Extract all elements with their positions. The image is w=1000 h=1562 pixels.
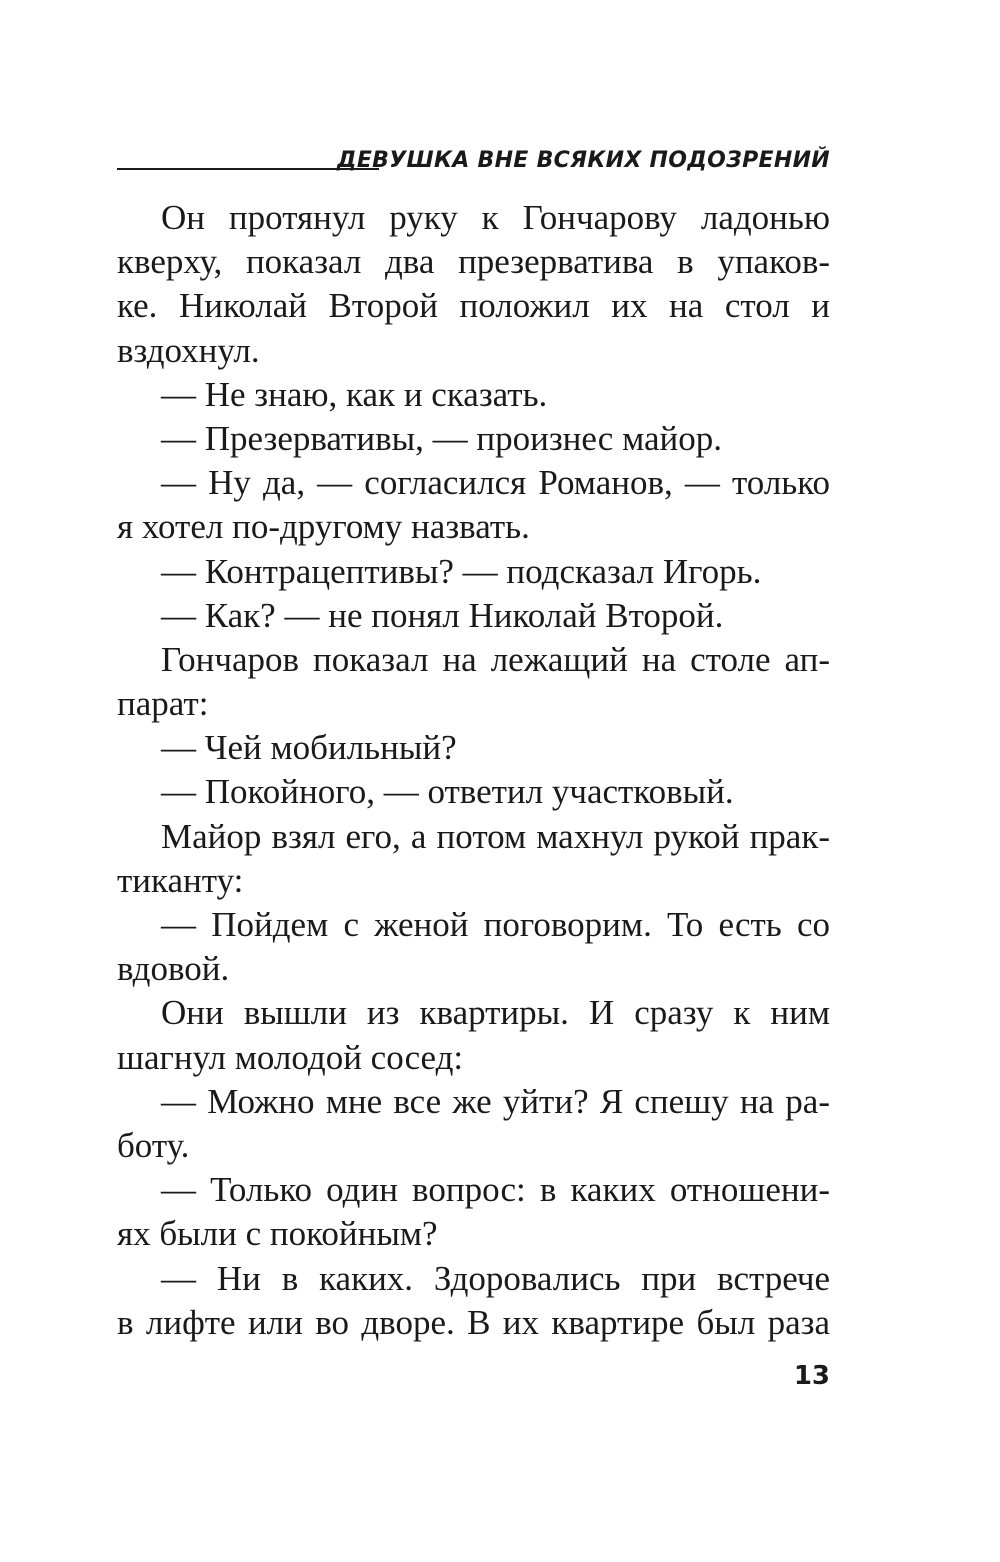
text-line: Они вышли из квартиры. И сразу к ним xyxy=(161,993,830,1033)
text-line: шагнул молодой сосед: xyxy=(117,1037,464,1077)
text-line: — Можно мне все же уйти? Я спешу на ра- xyxy=(161,1081,830,1121)
text-line: кверху, показал два презерватива в упаков- xyxy=(117,242,830,282)
running-header xyxy=(117,138,830,172)
text-line: — Контрацептивы? — подсказал Игорь. xyxy=(161,551,762,591)
text-line: ке. Николай Второй положил их на стол и xyxy=(117,286,830,326)
text-line: я хотел по-другому назвать. xyxy=(117,507,530,547)
text-line: тиканту: xyxy=(117,860,244,900)
text-line: Гончаров показал на лежащий на столе ап- xyxy=(161,639,830,679)
text-line: — Покойного, — ответил участковый. xyxy=(161,772,734,812)
text-line: Он протянул руку к Гончарову ладонью xyxy=(161,198,830,237)
text-line: в лифте или во дворе. В их квартире был раза xyxy=(117,1302,830,1342)
body-text xyxy=(117,196,830,1345)
text-line: вдовой. xyxy=(117,949,230,989)
page-number: 13 xyxy=(793,1361,830,1391)
text-line: — Не знаю, как и сказать. xyxy=(161,374,548,414)
text-line: — Презервативы, — произнес майор. xyxy=(161,418,722,458)
text-line: парат: xyxy=(117,684,209,724)
text-line: — Ну да, — согласился Романов, — только xyxy=(161,463,830,503)
text-line: Майор взял его, а потом махнул рукой прак- xyxy=(161,816,830,856)
text-line: — Пойдем с женой поговорим. То есть со xyxy=(161,905,830,944)
text-line: боту. xyxy=(117,1125,190,1165)
text-line: — Ни в каких. Здоровались при встрече xyxy=(161,1258,830,1298)
text-line: — Как? — не понял Николай Второй. xyxy=(161,595,724,635)
text-line: ях были с покойным? xyxy=(117,1214,438,1254)
running-title: ДЕВУШКА ВНЕ ВСЯКИХ ПОДОЗРЕНИЙ xyxy=(336,148,830,173)
text-line: вздохнул. xyxy=(117,330,260,370)
text-line: — Только один вопрос: в каких отношени- xyxy=(161,1170,830,1210)
text-line: — Чей мобильный? xyxy=(161,728,457,768)
